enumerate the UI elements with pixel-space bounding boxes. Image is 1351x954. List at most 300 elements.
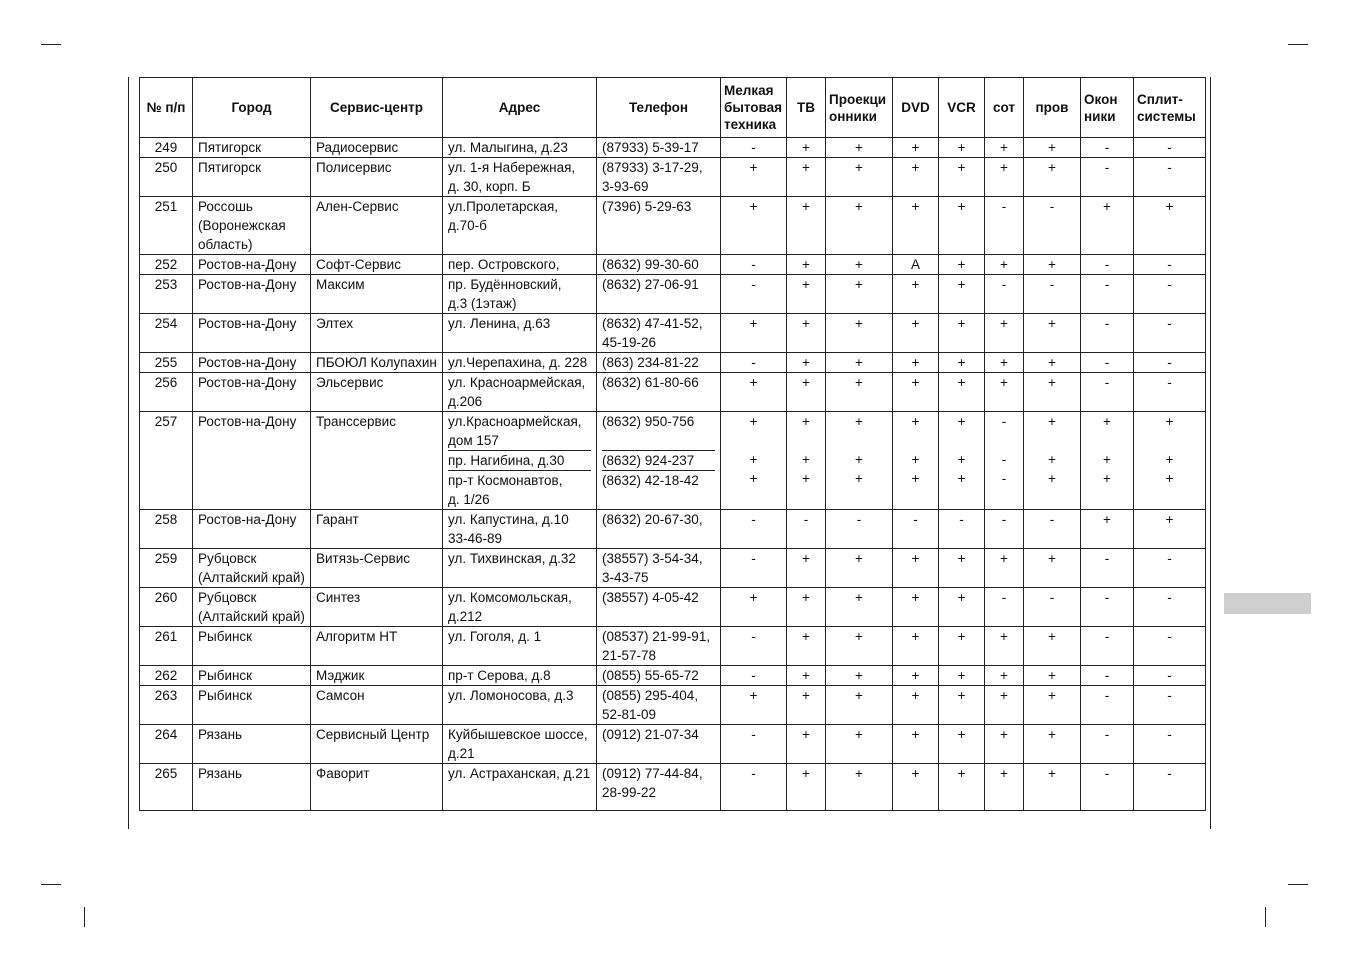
spacer <box>602 431 715 450</box>
cell-mark <box>939 197 985 255</box>
spacer <box>831 568 887 587</box>
cell-num: 256 <box>140 373 193 412</box>
cell-mark <box>721 353 787 373</box>
city-line: Рыбинск <box>198 629 253 644</box>
mark-value: + <box>1000 140 1008 155</box>
cell-mark <box>985 412 1024 510</box>
table-row <box>140 627 1206 666</box>
mark-value: + <box>749 688 758 703</box>
mark-value: + <box>1048 471 1056 486</box>
cell-num: 251 <box>140 197 193 255</box>
spacer <box>944 177 979 196</box>
header-prov: пров <box>1024 78 1081 138</box>
address-line: ул. Гоголя, д. 1 <box>448 629 542 644</box>
mark-value: + <box>802 316 810 331</box>
cell-mark <box>787 412 826 510</box>
mark-value: - <box>1104 766 1110 781</box>
cell-mark <box>1134 686 1206 725</box>
spacer <box>944 488 979 507</box>
mark-value: - <box>751 277 756 292</box>
mark-value: + <box>1165 452 1174 467</box>
spacer <box>831 705 887 724</box>
margin-line-right <box>1210 77 1211 829</box>
address-line: ул. Тихвинская, д.32 <box>448 551 576 566</box>
spacer <box>1139 294 1200 313</box>
header-split-l1: Сплит- <box>1137 91 1183 107</box>
spacer <box>1029 529 1075 548</box>
cell-mark <box>787 686 826 725</box>
cell-mark <box>721 764 787 811</box>
spacer <box>602 294 715 313</box>
table-row <box>140 353 1206 373</box>
cell-mark <box>939 373 985 412</box>
cell-mark <box>985 158 1024 197</box>
cell-service-center: Синтез <box>311 588 443 627</box>
city-line: Рязань <box>198 727 243 742</box>
cell-city <box>193 255 311 275</box>
address-line: ул.Красноармейская, <box>448 414 582 429</box>
cell-service-center: Витязь-Сервис <box>311 549 443 588</box>
cell-mark <box>1024 549 1081 588</box>
cell-mark <box>721 138 787 158</box>
cell-mark <box>721 373 787 412</box>
city-line: Рубцовск <box>198 551 257 566</box>
header-small-appliances-l2: бытовая <box>724 100 783 115</box>
cell-mark <box>939 764 985 811</box>
spacer <box>1139 744 1200 763</box>
mark-value: + <box>802 277 810 292</box>
cell-phone <box>597 686 721 725</box>
mark-value: + <box>1048 355 1056 370</box>
cell-mark <box>787 627 826 666</box>
mark-value: + <box>1048 551 1056 566</box>
spacer <box>1086 705 1128 724</box>
cell-mark <box>985 510 1024 549</box>
mark-value: + <box>957 414 966 429</box>
spacer <box>602 744 715 763</box>
table-row <box>140 158 1206 197</box>
cell-mark <box>893 138 939 158</box>
mark-value: - <box>751 257 756 272</box>
address-line: ул. Астраханская, д.21 <box>448 766 591 781</box>
spacer <box>726 783 781 802</box>
cell-address <box>443 255 597 275</box>
header-okon-l1: Окон <box>1084 91 1118 107</box>
mark-value: + <box>802 590 810 605</box>
mark-value: + <box>802 727 810 742</box>
mark-value: - <box>1167 766 1172 781</box>
spacer <box>726 177 781 196</box>
address-line: пр. Будённовский, <box>448 277 562 292</box>
cell-phone <box>597 197 721 255</box>
address-line: ул. Ленина, д.63 <box>448 316 551 331</box>
cell-phone <box>597 255 721 275</box>
cell-mark <box>826 314 893 353</box>
cell-mark <box>721 627 787 666</box>
cell-num: 258 <box>140 510 193 549</box>
cell-mark <box>1134 314 1206 353</box>
cell-phone <box>597 549 721 588</box>
cell-mark <box>985 725 1024 764</box>
mark-value: - <box>1104 727 1110 742</box>
mark-value: + <box>957 140 966 155</box>
cell-mark <box>939 510 985 549</box>
cell-mark <box>1081 138 1134 158</box>
cell-mark <box>787 666 826 686</box>
cell-mark <box>1134 549 1206 588</box>
crop-mark <box>41 44 61 45</box>
cell-mark <box>985 686 1024 725</box>
cell-service-center: Сервисный Центр <box>311 725 443 764</box>
cell-mark <box>985 627 1024 666</box>
cell-mark <box>1081 764 1134 811</box>
mark-value: - <box>1104 257 1110 272</box>
cell-address <box>443 510 597 549</box>
address-line: пр-т Серова, д.8 <box>448 668 551 683</box>
header-proj-l1: Проекци <box>829 91 887 107</box>
header-city: Город <box>193 78 311 138</box>
mark-value: - <box>1167 551 1172 566</box>
spacer <box>726 607 781 626</box>
mark-value: + <box>749 160 758 175</box>
mark-value: + <box>802 688 810 703</box>
mark-value: + <box>957 355 966 370</box>
cell-mark <box>1024 588 1081 627</box>
mark-value: + <box>749 452 758 467</box>
mark-value: + <box>1048 452 1056 467</box>
spacer <box>1086 607 1128 626</box>
mark-value: + <box>911 471 920 486</box>
mark-value: - <box>1167 316 1172 331</box>
spacer <box>448 646 591 665</box>
cell-service-center: Ален-Сервис <box>311 197 443 255</box>
cell-city <box>193 588 311 627</box>
table-row <box>140 197 1206 255</box>
header-phone: Телефон <box>597 78 721 138</box>
spacer <box>1086 646 1128 665</box>
address-line: д.3 (1этаж) <box>448 296 517 311</box>
cell-mark <box>893 314 939 353</box>
spacer <box>1029 488 1075 507</box>
spacer <box>726 333 781 352</box>
cell-phone <box>597 373 721 412</box>
cell-mark <box>1024 686 1081 725</box>
cell-mark <box>985 588 1024 627</box>
cell-mark <box>939 588 985 627</box>
mark-value: + <box>957 160 966 175</box>
mark-value: + <box>1048 688 1056 703</box>
cell-mark <box>893 275 939 314</box>
cell-mark <box>893 549 939 588</box>
mark-value: + <box>1000 551 1008 566</box>
mark-value: - <box>1167 590 1172 605</box>
mark-value: - <box>1104 551 1110 566</box>
cell-service-center: Транссервис <box>311 412 443 510</box>
city-line: Ростов-на-Дону <box>198 316 297 331</box>
mark-value: + <box>911 160 920 175</box>
mark-value: + <box>957 551 966 566</box>
mark-value: + <box>855 766 863 781</box>
mark-value: + <box>1000 355 1008 370</box>
cell-service-center: Софт-Сервис <box>311 255 443 275</box>
mark-value: - <box>1001 471 1007 486</box>
mark-value: + <box>957 452 966 467</box>
spacer <box>1086 216 1128 235</box>
spacer <box>726 294 781 313</box>
spacer <box>726 392 781 411</box>
city-line: (Воронежская <box>198 218 286 233</box>
cell-phone <box>597 353 721 373</box>
mark-value: - <box>1104 316 1110 331</box>
cell-service-center: Гарант <box>311 510 443 549</box>
address-line: ул. 1-я Набережная, <box>448 160 576 175</box>
cell-mark <box>1081 158 1134 197</box>
cell-mark <box>985 255 1024 275</box>
header-small-appliances <box>721 78 787 138</box>
cell-phone <box>597 588 721 627</box>
cell-mark <box>787 764 826 811</box>
cell-mark <box>985 666 1024 686</box>
spacer <box>602 392 715 411</box>
address-line: пер. Островского, <box>448 257 560 272</box>
mark-value: - <box>1104 590 1110 605</box>
spacer <box>990 294 1018 313</box>
mark-value: - <box>856 512 862 527</box>
mark-value: + <box>802 140 810 155</box>
phone-line: (8632) 27-06-91 <box>602 277 699 292</box>
cell-mark <box>721 686 787 725</box>
cell-mark <box>826 353 893 373</box>
city-line: Ростов-на-Дону <box>198 277 297 292</box>
spacer <box>1086 177 1128 196</box>
mark-value: - <box>1104 668 1110 683</box>
address-line: д.206 <box>448 394 483 409</box>
mark-value: + <box>957 257 966 272</box>
cell-city <box>193 764 311 811</box>
city-line: Пятигорск <box>198 160 262 175</box>
cell-address <box>443 373 597 412</box>
table-row <box>140 666 1206 686</box>
cell-num: 253 <box>140 275 193 314</box>
cell-mark <box>939 353 985 373</box>
cell-mark <box>1024 412 1081 510</box>
cell-address <box>443 158 597 197</box>
cell-mark <box>787 138 826 158</box>
cell-address <box>443 686 597 725</box>
spacer <box>831 392 887 411</box>
address-line: ул. Ломоносова, д.3 <box>448 688 574 703</box>
mark-value: + <box>957 629 966 644</box>
cell-mark <box>893 510 939 549</box>
table-row <box>140 510 1206 549</box>
cell-mark <box>1134 353 1206 373</box>
cell-mark <box>1134 158 1206 197</box>
mark-value: + <box>855 551 863 566</box>
city-line: (Алтайский край) <box>198 570 305 585</box>
spacer <box>1139 431 1200 450</box>
mark-value: + <box>911 199 920 214</box>
cell-mark <box>1024 627 1081 666</box>
cell-city <box>193 158 311 197</box>
mark-value: - <box>1167 257 1172 272</box>
spacer <box>1029 607 1075 626</box>
spacer <box>831 216 887 235</box>
mark-value: + <box>749 316 758 331</box>
mark-value: + <box>1000 688 1008 703</box>
phone-line: (87933) 3-17-29, <box>602 160 703 175</box>
spacer <box>1086 294 1128 313</box>
city-line: (Алтайский край) <box>198 609 305 624</box>
spacer <box>726 431 781 450</box>
cell-mark <box>893 764 939 811</box>
mark-value: + <box>1000 766 1008 781</box>
cell-mark <box>1024 373 1081 412</box>
spacer <box>448 333 591 352</box>
cell-city <box>193 197 311 255</box>
cell-mark <box>787 353 826 373</box>
mark-value: + <box>957 375 966 390</box>
spacer <box>726 568 781 587</box>
spacer <box>1086 333 1128 352</box>
mark-value: - <box>1104 688 1110 703</box>
mark-value: + <box>802 414 810 429</box>
cell-mark <box>721 275 787 314</box>
spacer <box>1029 568 1075 587</box>
cell-mark <box>893 666 939 686</box>
address-line: д.70-б <box>448 218 487 233</box>
cell-mark <box>1081 197 1134 255</box>
spacer <box>792 177 820 196</box>
city-line: Пятигорск <box>198 140 262 155</box>
cell-mark <box>826 373 893 412</box>
cell-mark <box>1134 255 1206 275</box>
cell-phone <box>597 412 721 510</box>
cell-mark <box>1134 373 1206 412</box>
cell-mark <box>1134 510 1206 549</box>
spacer <box>1139 783 1200 802</box>
phone-line: 45-19-26 <box>602 335 657 350</box>
cell-address <box>443 138 597 158</box>
phone-line: (8632) 950-756 <box>602 414 695 429</box>
mark-value: - <box>913 512 918 527</box>
mark-value: + <box>957 277 966 292</box>
spacer <box>726 646 781 665</box>
spacer <box>831 333 887 352</box>
cell-address <box>443 588 597 627</box>
phone-line: (8632) 47-41-52, <box>602 316 703 331</box>
cell-service-center: Эльсервис <box>311 373 443 412</box>
mark-value: + <box>1048 257 1056 272</box>
mark-value: + <box>1048 414 1056 429</box>
cell-mark <box>721 314 787 353</box>
spacer <box>1029 431 1075 450</box>
cell-num: 262 <box>140 666 193 686</box>
spacer <box>944 216 979 235</box>
mark-value: + <box>855 688 863 703</box>
spacer <box>448 705 591 724</box>
spacer <box>944 607 979 626</box>
mark-value: + <box>1000 629 1008 644</box>
cell-mark <box>1024 138 1081 158</box>
spacer <box>898 568 933 587</box>
cell-mark <box>826 686 893 725</box>
cell-mark <box>985 353 1024 373</box>
mark-value: + <box>911 766 920 781</box>
spacer <box>1086 529 1128 548</box>
cell-mark <box>893 588 939 627</box>
mark-value: - <box>1104 277 1110 292</box>
cell-mark <box>893 373 939 412</box>
spacer <box>898 607 933 626</box>
cell-mark <box>1024 197 1081 255</box>
city-line: Рубцовск <box>198 590 257 605</box>
spacer <box>1139 529 1200 548</box>
spacer <box>944 431 979 450</box>
mark-value: + <box>957 668 966 683</box>
spacer <box>792 646 820 665</box>
mark-value: + <box>855 277 863 292</box>
table-row <box>140 764 1206 811</box>
cell-num: 250 <box>140 158 193 197</box>
table-header-row <box>140 78 1206 138</box>
mark-value: - <box>1167 688 1172 703</box>
cell-mark <box>985 549 1024 588</box>
header-split-systems <box>1134 78 1206 138</box>
cell-address <box>443 666 597 686</box>
spacer <box>726 744 781 763</box>
address-line: пр-т Космонавтов, <box>448 470 591 490</box>
cell-mark <box>893 158 939 197</box>
spacer <box>944 646 979 665</box>
cell-mark <box>1024 353 1081 373</box>
mark-value: + <box>855 471 863 486</box>
cell-num: 261 <box>140 627 193 666</box>
spacer <box>944 529 979 548</box>
cell-mark <box>985 275 1024 314</box>
margin-line-left <box>128 77 129 829</box>
cell-city <box>193 666 311 686</box>
cell-service-center: Полисервис <box>311 158 443 197</box>
cell-mark <box>826 158 893 197</box>
address-line: д.21 <box>448 746 475 761</box>
spacer <box>898 431 933 450</box>
cell-mark <box>1024 158 1081 197</box>
phone-line: (0912) 21-07-34 <box>602 727 699 742</box>
crop-mark <box>41 884 61 885</box>
mark-value: + <box>855 727 863 742</box>
spacer <box>831 646 887 665</box>
spacer <box>944 783 979 802</box>
mark-value: - <box>751 551 756 566</box>
cell-mark <box>1024 764 1081 811</box>
mark-value: + <box>1165 199 1174 214</box>
header-okon-l2: ники <box>1084 108 1116 124</box>
mark-value: + <box>957 590 966 605</box>
cell-mark <box>985 373 1024 412</box>
cell-phone <box>597 627 721 666</box>
mark-value: - <box>1104 140 1110 155</box>
spacer <box>898 333 933 352</box>
mark-value: - <box>1049 512 1055 527</box>
phone-line: (0855) 295-404, <box>602 688 699 703</box>
cell-mark <box>1081 412 1134 510</box>
crop-mark <box>84 907 85 927</box>
address-line: Куйбышевское шоссе, <box>448 727 588 742</box>
cell-service-center: Мэджик <box>311 666 443 686</box>
mark-value: - <box>1167 629 1172 644</box>
cell-city <box>193 373 311 412</box>
mark-value: + <box>802 375 810 390</box>
